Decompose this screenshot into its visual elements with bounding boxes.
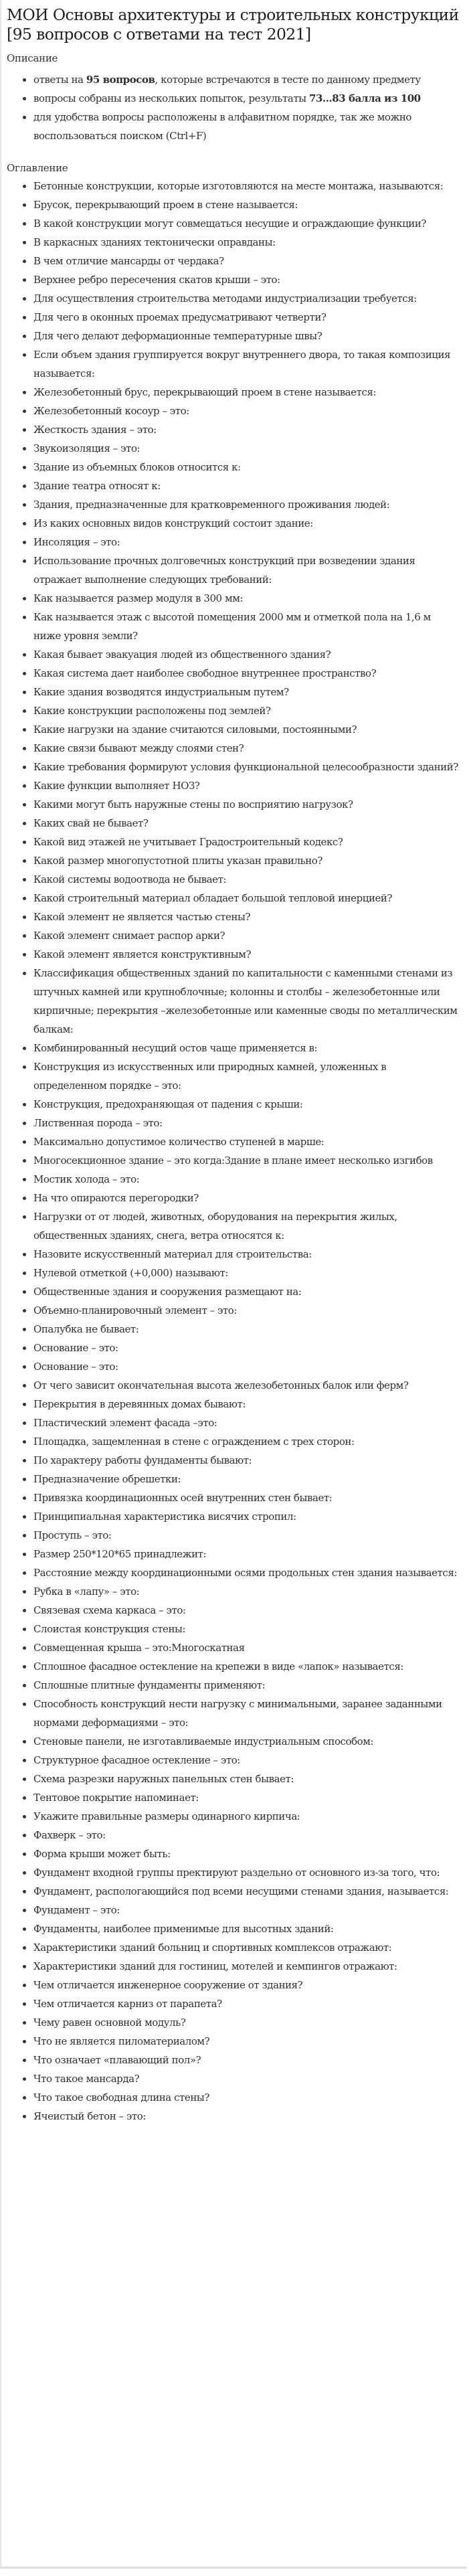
toc-item[interactable] (33, 1039, 458, 1057)
toc-link[interactable]: Принципиальная характеристика висячих стропил: (33, 1511, 296, 1523)
toc-item[interactable] (33, 964, 458, 1039)
toc-item[interactable] (33, 2013, 458, 2032)
toc-item[interactable] (33, 645, 458, 664)
toc-item[interactable] (33, 252, 458, 270)
toc-link[interactable]: Комбинированный несущий остов чаще применяется в: (33, 1042, 318, 1054)
toc-item[interactable] (33, 495, 458, 514)
toc-link[interactable]: Для чего в оконных проемах предусматривают четверти? (33, 311, 326, 323)
toc-link[interactable]: Укажите правильные размеры одинарного кирпича: (33, 1810, 300, 1822)
toc-item[interactable] (33, 1057, 458, 1095)
toc-item[interactable] (33, 608, 458, 645)
toc-item[interactable] (33, 327, 458, 345)
toc-link[interactable]: Нагрузки от от людей, животных, оборудования на перекрытия жилых, общественных зданиях, снега, ветра относятся к: (33, 1211, 397, 1241)
toc-link[interactable]: В каркасных зданиях тектонически оправданы: (33, 236, 276, 248)
toc-link[interactable]: Какие связи бывают между слоями стен? (33, 742, 244, 754)
toc-item[interactable] (33, 814, 458, 833)
toc-item[interactable] (33, 1264, 458, 1282)
toc-item[interactable] (33, 1301, 458, 1320)
toc-item[interactable] (33, 2051, 458, 2069)
toc-item[interactable] (33, 1339, 458, 1357)
description-highlight: 95 вопросов (86, 74, 155, 86)
toc-item[interactable] (33, 1994, 458, 2013)
toc-link[interactable]: Слоистая конструкция стены: (33, 1623, 186, 1635)
toc-item[interactable] (33, 177, 458, 195)
toc-link[interactable]: На что опираются перегородки? (33, 1192, 199, 1204)
toc-link[interactable]: Общественные здания и сооружения размещают на: (33, 1286, 302, 1298)
toc-item[interactable] (33, 889, 458, 908)
toc-link[interactable]: Каких свай не бывает? (33, 817, 149, 829)
toc-item[interactable] (33, 2088, 458, 2107)
toc-link[interactable]: Верхнее ребро пересечения скатов крыши – это: (33, 274, 280, 286)
toc-item[interactable] (33, 683, 458, 701)
toc-item[interactable] (33, 1413, 458, 1432)
toc-item[interactable] (33, 420, 458, 439)
toc-item[interactable] (33, 720, 458, 739)
toc-item[interactable] (33, 1563, 458, 1582)
toc-item[interactable] (33, 1451, 458, 1470)
toc-item[interactable] (33, 1582, 458, 1601)
toc-link[interactable]: Схема разрезки наружных панельных стен бывает: (33, 1773, 294, 1785)
toc-link[interactable]: Если объем здания группируется вокруг внутреннего двора, то такая композиция называется: (33, 349, 451, 379)
toc-item[interactable] (33, 345, 458, 383)
toc-item[interactable] (33, 1657, 458, 1676)
toc-link[interactable]: Чему равен основной модуль? (33, 2016, 186, 2029)
toc-item[interactable] (33, 477, 458, 495)
toc-link[interactable]: Опалубка не бывает: (33, 1323, 139, 1335)
toc-link[interactable]: От чего зависит окончательная высота железобетонных балок или ферм? (33, 1379, 409, 1391)
toc-link[interactable]: Железобетонный брус, перекрывающий проем в стене называется: (33, 386, 377, 398)
toc-item[interactable] (33, 214, 458, 233)
toc-item[interactable] (33, 1114, 458, 1132)
toc-item[interactable] (33, 1545, 458, 1563)
toc-link[interactable]: Что такое свободная длина стены? (33, 2091, 209, 2103)
description-item (33, 108, 458, 145)
toc-item[interactable] (33, 458, 458, 477)
toc-item[interactable] (33, 1526, 458, 1545)
toc-link[interactable]: Что такое мансарда? (33, 2073, 140, 2085)
toc-link[interactable]: Тентовое покрытие напоминает: (33, 1792, 199, 1804)
toc-item[interactable] (33, 776, 458, 795)
toc-link[interactable]: Чем отличается карниз от парапета? (33, 1998, 222, 2010)
toc-item[interactable] (33, 1807, 458, 1826)
toc-item[interactable] (33, 1470, 458, 1488)
toc-item[interactable] (33, 1957, 458, 1976)
toc-link[interactable]: Использование прочных долговечных конструкций при возведении здания отражает выполнение следующих требований: (33, 555, 415, 586)
toc-item[interactable] (33, 514, 458, 533)
toc-item[interactable] (33, 1695, 458, 1732)
toc-link[interactable]: Мостик холода – это: (33, 1173, 140, 1185)
toc-link[interactable]: Стеновые панели, не изготавливаемые индустриальным способом: (33, 1735, 374, 1747)
page-title: МОИ Основы архитектуры и строительных конструкций [95 вопросов с ответами на тест 2021] (7, 5, 459, 44)
toc-item[interactable] (33, 2069, 458, 2088)
toc-link[interactable]: Перекрытия в деревянных домах бывают: (33, 1398, 246, 1410)
toc-item[interactable] (33, 1170, 458, 1189)
toc-link[interactable]: Какие требования формируют условия функциональной целесообразности зданий? (33, 761, 458, 773)
toc-item[interactable] (33, 1601, 458, 1620)
toc-link[interactable]: Характеристики зданий больниц и спортивных комплексов отражают: (33, 1942, 392, 1954)
description-item (33, 89, 458, 108)
toc-item[interactable] (33, 1488, 458, 1507)
toc-link[interactable]: Конструкция из искусственных или природных камней, уложенных в определенном порядке – это: (33, 1061, 387, 1092)
toc-item[interactable] (33, 1507, 458, 1526)
description-heading: Описание (7, 52, 58, 64)
toc-item[interactable] (33, 1676, 458, 1695)
toc-item[interactable] (33, 1357, 458, 1376)
toc-item[interactable] (33, 195, 458, 214)
toc-link[interactable]: Для чего делают деформационные температурные швы? (33, 330, 322, 342)
toc-link[interactable]: Инсоляция – это: (33, 536, 120, 548)
toc-link[interactable]: Совмещенная крыша – это:Многоскатная (33, 1642, 245, 1654)
toc-item[interactable] (33, 439, 458, 458)
description-text: , которые встречаются в тесте по данному предмету (155, 74, 421, 86)
toc-link[interactable]: Какой системы водоотвода не бывает: (33, 873, 227, 885)
toc-link[interactable]: Железобетонный косоур – это: (33, 405, 189, 417)
toc-link[interactable]: Фундамент входной группы пректируют раздельно от основного из-за того, что: (33, 1867, 440, 1879)
toc-item[interactable] (33, 1638, 458, 1657)
toc-link[interactable]: Как называется этаж с высотой помещения 2000 мм и отметкой пола на 1,6 м ниже уровня земли? (33, 611, 431, 642)
toc-item[interactable] (33, 739, 458, 758)
toc-item[interactable] (33, 833, 458, 851)
description-list (1, 70, 466, 145)
toc-item[interactable] (33, 664, 458, 683)
toc-item[interactable] (33, 402, 458, 420)
toc-item[interactable] (33, 1844, 458, 1863)
toc-item[interactable] (33, 1320, 458, 1339)
toc-link[interactable]: Какие нагрузки на здание считаются силовыми, постоянными? (33, 723, 357, 736)
toc-link[interactable]: Какие конструкции расположены под землей? (33, 705, 271, 717)
toc-link[interactable]: По характеру работы фундаменты бывают: (33, 1454, 252, 1466)
toc-item[interactable] (33, 1788, 458, 1807)
toc-link[interactable]: Проступь – это: (33, 1529, 112, 1541)
toc-link[interactable]: Какая бывает эвакуация людей из общественного здания? (33, 649, 331, 661)
toc-item[interactable] (33, 1095, 458, 1114)
toc-link[interactable]: Звукоизоляция – это: (33, 442, 140, 454)
toc-item[interactable] (33, 1770, 458, 1788)
toc-link[interactable]: Пластический элемент фасада –это: (33, 1417, 217, 1429)
toc-item[interactable] (33, 1207, 458, 1245)
toc-item[interactable] (33, 908, 458, 926)
toc-link[interactable]: Какой строительный материал обладает большой тепловой инерцией? (33, 892, 393, 904)
toc-item[interactable] (33, 1620, 458, 1638)
toc-link[interactable]: Какие здания возводятся индустриальным путем? (33, 686, 289, 698)
toc-item[interactable] (33, 1751, 458, 1770)
toc-item[interactable] (33, 870, 458, 889)
description-highlight: 73...83 балла из 100 (308, 92, 421, 104)
toc-link[interactable]: Размер 250*120*65 принадлежит: (33, 1548, 207, 1560)
toc-link[interactable]: Многосекционное здание – это когда:Здание в плане имеет несколько изгибов (33, 1154, 433, 1167)
toc-link[interactable]: Сплошные плитные фундаменты применяют: (33, 1679, 266, 1691)
toc-link[interactable]: Максимально допустимое количество ступеней в марше: (33, 1136, 324, 1148)
toc-link[interactable]: Какими могут быть наружные стены по восприятию нагрузок? (33, 798, 353, 810)
toc-item[interactable] (33, 1919, 458, 1938)
toc-link[interactable]: Какой элемент не является частью стены? (33, 911, 251, 923)
toc-item[interactable] (33, 795, 458, 814)
toc-item[interactable] (33, 233, 458, 252)
toc-link[interactable]: Какой вид этажей не учитывает Градостроительный кодекс? (33, 836, 343, 848)
toc-link[interactable]: Способность конструкций нести нагрузку с минимальными, заранее заданными нормами деформациями – это: (33, 1698, 442, 1729)
toc-link[interactable]: Бетонные конструкции, которые изготовляются на месте монтажа, называются: (33, 180, 444, 192)
toc-item[interactable] (33, 926, 458, 945)
toc-link[interactable]: Расстояние между координационными осями продольных стен здания называется: (33, 1567, 457, 1579)
description-text: для удобства вопросы расположены в алфавитном порядке, так же можно воспользоваться поиском (Ctrl+F) (33, 111, 411, 142)
toc-item[interactable] (33, 551, 458, 589)
toc-item[interactable] (33, 1132, 458, 1151)
toc-item[interactable] (33, 589, 458, 608)
toc-link[interactable]: Ячеистый бетон – это: (33, 2110, 146, 2122)
toc-link[interactable]: Какой элемент снимает распор арки? (33, 930, 225, 942)
toc-link[interactable]: Сплошное фасадное остекление на крепежи в виде «лапок» называется: (33, 1660, 403, 1672)
toc-item[interactable] (33, 1863, 458, 1882)
toc-link[interactable]: В какой конструкции могут совмещаться несущие и ограждающие функции? (33, 218, 426, 230)
toc-link[interactable]: Брусок, перекрывающий проем в стене называется: (33, 199, 298, 211)
toc-item[interactable] (33, 1938, 458, 1957)
toc-link[interactable]: Здания, предназначенные для кратковременного проживания людей: (33, 499, 390, 511)
toc-link[interactable]: Какая система дает наиболее свободное внутреннее пространство? (33, 667, 377, 679)
toc-link[interactable]: Рубка в «лапу» – это: (33, 1585, 140, 1598)
toc-link[interactable]: Что не является пиломатериалом? (33, 2035, 210, 2047)
toc-link[interactable]: Здание театра относят к: (33, 480, 161, 492)
toc-link[interactable]: Для осуществления строительства методами индустриализации требуется: (33, 292, 417, 305)
toc-link[interactable]: Что означает «плавающий пол»? (33, 2054, 201, 2066)
toc-item[interactable] (33, 1732, 458, 1751)
toc-item[interactable] (33, 945, 458, 964)
description-text: вопросы собраны из нескольких попыток, результаты (33, 92, 309, 104)
table-of-contents (1, 177, 466, 2126)
toc-item[interactable] (33, 1189, 458, 1207)
description-text: ответы на (33, 74, 86, 86)
toc-link[interactable]: Фундамент, распологающийся под всеми несущими стенами здания, называется: (33, 1885, 449, 1897)
toc-link[interactable]: Основание – это: (33, 1342, 118, 1354)
toc-item[interactable] (33, 1395, 458, 1413)
toc-link[interactable]: Структурное фасадное остекление – это: (33, 1754, 240, 1766)
toc-item[interactable] (33, 289, 458, 308)
toc-link[interactable]: Характеристики зданий для гостиниц, мотелей и кемпингов отражают: (33, 1960, 397, 1972)
toc-link[interactable]: Фундамент – это: (33, 1904, 120, 1916)
toc-link[interactable]: Основание – это: (33, 1361, 118, 1373)
toc-link[interactable]: Какой размер многопустотной плиты указан правильно? (33, 855, 322, 867)
toc-item[interactable] (33, 1376, 458, 1395)
toc-link[interactable]: Фахверк – это: (33, 1829, 106, 1841)
toc-link[interactable]: Объемно-планировочный элемент – это: (33, 1304, 237, 1316)
toc-link[interactable]: В чем отличие мансарды от чердака? (33, 255, 224, 267)
toc-item[interactable] (33, 758, 458, 776)
toc-heading: Оглавление (7, 162, 68, 174)
toc-item[interactable] (33, 1976, 458, 1994)
toc-link[interactable]: Жесткость здания – это: (33, 424, 157, 436)
toc-link[interactable]: Площадка, защемленная в стене с ограждением с трех сторон: (33, 1436, 355, 1448)
toc-link[interactable]: Лиственная порода – это: (33, 1117, 163, 1129)
toc-link[interactable]: Форма крыши может быть: (33, 1848, 171, 1860)
description-item (33, 70, 458, 89)
toc-link[interactable]: Предназначение обрешетки: (33, 1473, 181, 1485)
toc-item[interactable] (33, 1826, 458, 1844)
toc-item[interactable] (33, 1901, 458, 1919)
toc-link[interactable]: Чем отличается инженерное сооружение от здания? (33, 1979, 303, 1991)
toc-link[interactable]: Какие функции выполняет НОЗ? (33, 780, 200, 792)
toc-item[interactable] (33, 270, 458, 289)
toc-item[interactable] (33, 1245, 458, 1264)
toc-item[interactable] (33, 533, 458, 551)
toc-item[interactable] (33, 2107, 458, 2126)
toc-link[interactable]: Фундаменты, наиболее применимые для высотных зданий: (33, 1923, 334, 1935)
toc-item[interactable] (33, 1432, 458, 1451)
toc-item[interactable] (33, 383, 458, 402)
toc-item[interactable] (33, 1882, 458, 1901)
toc-link[interactable]: Назовите искусственный материал для строительства: (33, 1248, 312, 1260)
toc-item[interactable] (33, 1151, 458, 1170)
toc-item[interactable] (33, 851, 458, 870)
toc-item[interactable] (33, 2032, 458, 2051)
toc-link[interactable]: Связевая схема каркаса – это: (33, 1604, 186, 1616)
toc-link[interactable]: Здание из объемных блоков относится к: (33, 461, 241, 473)
toc-link[interactable]: Какой элемент является конструктивным? (33, 948, 252, 960)
toc-link[interactable]: Из каких основных видов конструкций состоит здание: (33, 517, 313, 529)
toc-link[interactable]: Привязка координационных осей внутренних стен бывает: (33, 1492, 333, 1504)
toc-item[interactable] (33, 308, 458, 327)
toc-link[interactable]: Как называется размер модуля в 300 мм: (33, 592, 244, 604)
toc-item[interactable] (33, 701, 458, 720)
toc-link[interactable]: Конструкция, предохраняющая от падения с крыши: (33, 1098, 303, 1110)
toc-item[interactable] (33, 1282, 458, 1301)
toc-link[interactable]: Нулевой отметкой (+0,000) называют: (33, 1267, 228, 1279)
toc-link[interactable]: Классификация общественных зданий по капитальности с каменными стенами из штучных камней или крупноблочные; колонны и столбы – железобетонные или кирпичные; перекрытия –железобетонные или каменные своды по металлическим балкам: (33, 967, 458, 1035)
